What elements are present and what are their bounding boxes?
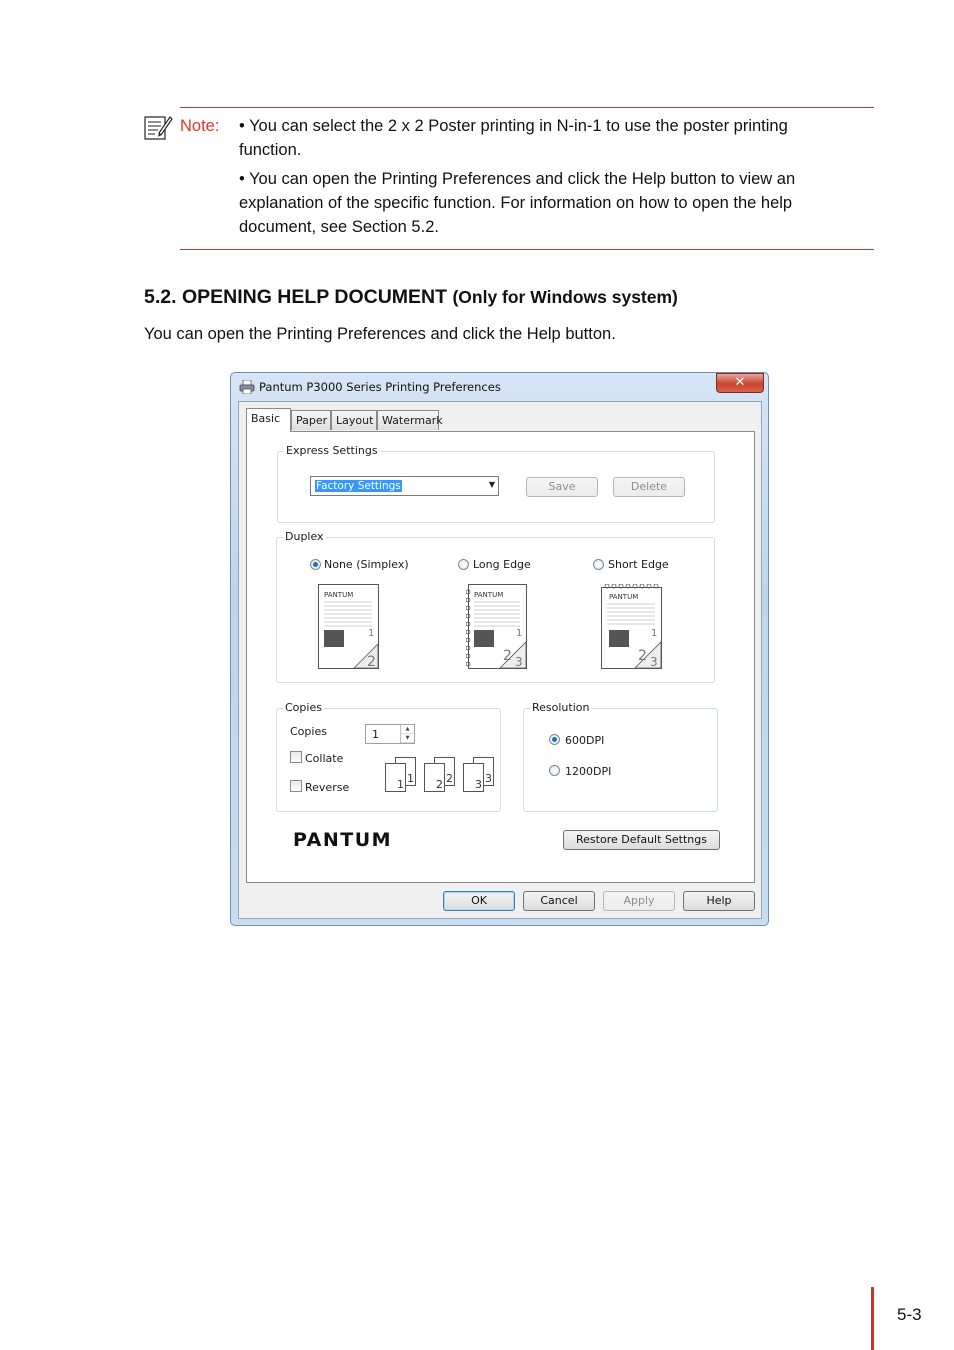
express-settings-selected: Factory Settings — [316, 480, 401, 492]
tab-paper[interactable]: Paper — [291, 410, 331, 430]
close-button[interactable]: ✕ — [716, 373, 764, 393]
svg-text:1: 1 — [651, 628, 658, 639]
ok-button[interactable]: OK — [443, 891, 515, 911]
collate-page-1-icon — [385, 757, 425, 793]
printer-icon — [239, 380, 255, 394]
svg-text:1: 1 — [397, 778, 404, 791]
section-heading-sub: (Only for Windows system) — [452, 287, 678, 307]
resolution-600-label: 600DPI — [565, 734, 605, 747]
arrow-down-icon[interactable]: ▼ — [401, 734, 414, 743]
help-button[interactable]: Help — [683, 891, 755, 911]
copies-group-label: Copies — [285, 701, 322, 714]
svg-text:2: 2 — [503, 648, 512, 664]
duplex-group — [276, 530, 715, 683]
dialog-client-area — [238, 401, 762, 919]
arrow-up-icon[interactable]: ▲ — [401, 725, 414, 734]
note-label: Note: — [180, 117, 220, 135]
duplex-long-edge-radio[interactable] — [458, 559, 469, 570]
svg-text:3: 3 — [515, 655, 523, 669]
tab-basic[interactable]: Basic — [246, 408, 291, 432]
copies-spinner[interactable] — [365, 724, 415, 744]
collate-label: Collate — [305, 752, 344, 765]
section-heading-main: 5.2. OPENING HELP DOCUMENT — [144, 286, 448, 308]
duplex-label: Duplex — [285, 530, 324, 543]
svg-text:3: 3 — [650, 655, 658, 669]
svg-text:2: 2 — [638, 648, 647, 664]
svg-text:2: 2 — [367, 654, 376, 670]
duplex-short-edge-label: Short Edge — [608, 558, 669, 571]
note-item-1: • You can select the 2 x 2 Poster printing in N-in-1 to use the poster printing function. — [239, 117, 788, 159]
restore-defaults-button[interactable]: Restore Default Settngs — [563, 830, 720, 850]
svg-text:3: 3 — [475, 778, 482, 791]
footer-rule — [871, 1287, 874, 1350]
reverse-checkbox[interactable] — [290, 780, 302, 792]
express-settings-group — [277, 444, 715, 523]
copies-value: 1 — [372, 728, 379, 741]
cancel-button[interactable]: Cancel — [523, 891, 595, 911]
page-number: 5-3 — [897, 1305, 922, 1324]
delete-button[interactable]: Delete — [613, 477, 685, 497]
section-body: You can open the Printing Preferences and click the Help button. — [144, 325, 616, 343]
collate-page-3-icon — [463, 757, 503, 793]
svg-text:1: 1 — [407, 772, 414, 785]
collate-page-2-icon — [424, 757, 464, 793]
resolution-group — [523, 701, 718, 812]
svg-text:1: 1 — [516, 628, 523, 639]
duplex-brand-text-short: PANTUM — [609, 593, 639, 601]
tab-watermark[interactable]: Watermark — [377, 410, 439, 430]
note-bottom-rule — [180, 249, 874, 250]
duplex-none-label: None (Simplex) — [324, 558, 409, 571]
pantum-logo: PANTUM — [293, 829, 393, 851]
resolution-1200-radio[interactable] — [549, 765, 560, 776]
copies-group — [276, 701, 501, 812]
reverse-label: Reverse — [305, 781, 350, 794]
note-top-rule — [180, 107, 874, 108]
apply-button[interactable]: Apply — [603, 891, 675, 911]
basic-tab-panel — [246, 431, 755, 883]
express-settings-label: Express Settings — [286, 444, 378, 457]
svg-text:2: 2 — [446, 772, 453, 785]
printing-preferences-dialog — [230, 372, 769, 926]
simplex-page-icon — [318, 584, 380, 670]
short-edge-page-icon — [601, 584, 663, 670]
collate-checkbox[interactable] — [290, 751, 302, 763]
dialog-title: Pantum P3000 Series Printing Preferences — [259, 380, 501, 394]
svg-text:1: 1 — [368, 628, 375, 639]
copies-field-label: Copies — [290, 725, 327, 738]
resolution-1200-label: 1200DPI — [565, 765, 612, 778]
copies-spin-buttons[interactable] — [400, 725, 414, 743]
duplex-brand-text-long: PANTUM — [474, 591, 504, 599]
express-settings-dropdown[interactable] — [310, 476, 499, 496]
duplex-long-edge-label: Long Edge — [473, 558, 531, 571]
duplex-short-edge-radio[interactable] — [593, 559, 604, 570]
resolution-label: Resolution — [532, 701, 590, 714]
duplex-none-radio[interactable] — [310, 559, 321, 570]
svg-text:3: 3 — [485, 772, 492, 785]
note-pencil-icon — [143, 113, 173, 141]
chevron-down-icon: ▼ — [488, 480, 495, 489]
duplex-brand-text: PANTUM — [324, 591, 354, 599]
svg-text:2: 2 — [436, 778, 443, 791]
note-item-2: • You can open the Printing Preferences and click the Help button to view an explanation of the specific function. For information on how to open the help document, see Section 5.2. — [239, 170, 796, 236]
resolution-600-radio[interactable] — [549, 734, 560, 745]
tab-layout[interactable]: Layout — [331, 410, 377, 430]
save-button[interactable]: Save — [526, 477, 598, 497]
section-heading — [144, 286, 678, 309]
long-edge-page-icon — [466, 584, 528, 670]
